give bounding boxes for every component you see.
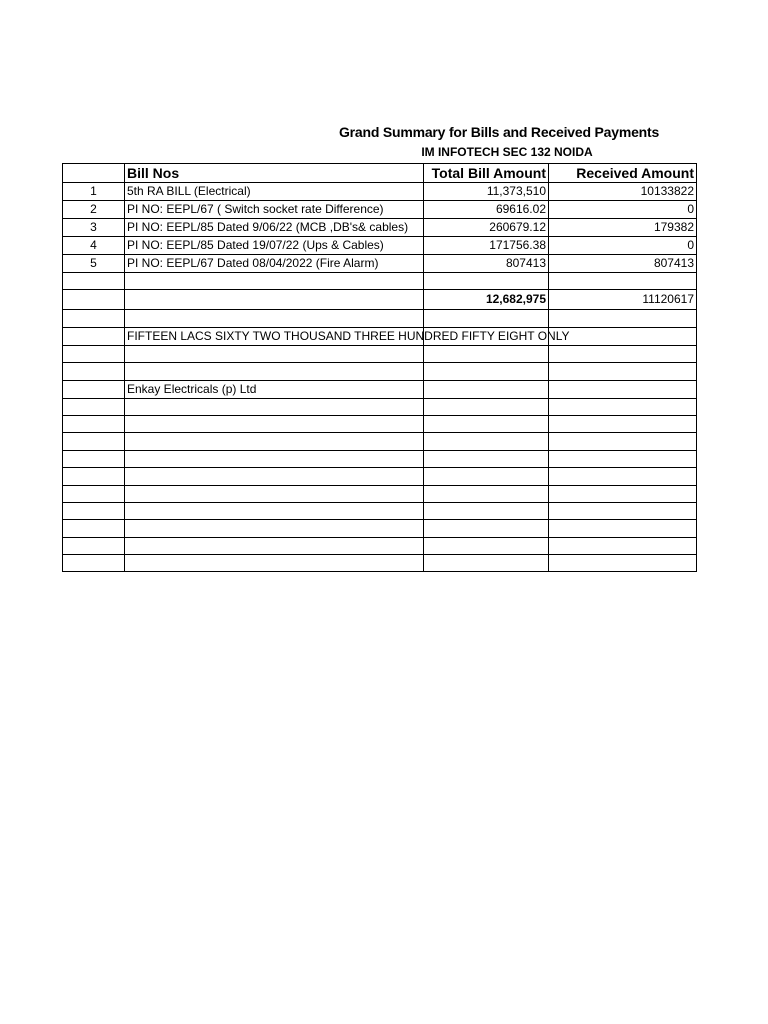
row-sno: 2 [63,201,125,219]
empty-row [63,502,697,519]
row-total-bill-amount: 11,373,510 [424,183,549,201]
summary-table [62,163,697,572]
row-received-amount: 0 [549,201,697,219]
row-received-amount: 179382 [549,219,697,237]
empty-row [63,555,697,572]
company-row [63,380,697,398]
amount-in-words: FIFTEEN LACS SIXTY TWO THOUSAND THREE HUNDRED FIFTY EIGHT ONLY [127,328,570,343]
empty-row [63,273,697,290]
empty-row [63,363,697,380]
row-bill: PI NO: EEPL/85 Dated 9/06/22 (MCB ,DB's& cables) [125,219,424,237]
page-subtitle: IM INFOTECH SEC 132 NOIDA [421,145,593,159]
row-received-amount: 10133822 [549,183,697,201]
row-bill: PI NO: EEPL/67 ( Switch socket rate Difference) [125,201,424,219]
empty-row [63,345,697,362]
row-sno: 5 [63,255,125,273]
company-name: Enkay Electricals (p) Ltd [125,380,424,398]
header-row [63,164,697,183]
row-bill: PI NO: EEPL/67 Dated 08/04/2022 (Fire Alarm) [125,255,424,273]
row-total-bill-amount: 69616.02 [424,201,549,219]
empty-row [63,485,697,502]
empty-row [63,310,697,327]
column-header-received-amount: Received Amount [549,164,697,183]
row-sno: 4 [63,237,125,255]
row-total-bill-amount: 171756.38 [424,237,549,255]
row-received-amount: 807413 [549,255,697,273]
row-sno: 3 [63,219,125,237]
empty-row [63,415,697,432]
row-bill: PI NO: EEPL/85 Dated 19/07/22 (Ups & Cables) [125,237,424,255]
empty-row [63,537,697,554]
table-row [63,183,697,201]
row-sno: 1 [63,183,125,201]
column-header-total-bill-amount: Total Bill Amount [424,164,549,183]
page-title: Grand Summary for Bills and Received Payments [338,124,660,140]
table-row [63,219,697,237]
column-header-sno [63,164,125,183]
row-bill: 5th RA BILL (Electrical) [125,183,424,201]
row-total-bill-amount: 260679.12 [424,219,549,237]
empty-row [63,468,697,485]
row-received-amount: 0 [549,237,697,255]
column-header-bill-nos: Bill Nos [125,164,424,183]
table-row [63,237,697,255]
grand-total-row [63,290,697,310]
empty-row [63,520,697,537]
grand-total-bill-amount: 12,682,975 [424,290,549,310]
table-row [63,255,697,273]
empty-row [63,450,697,467]
row-total-bill-amount: 807413 [424,255,549,273]
empty-row [63,398,697,415]
table-row [63,201,697,219]
grand-total-received-amount: 11120617 [549,290,697,310]
empty-row [63,433,697,450]
amount-in-words-row [63,327,697,345]
